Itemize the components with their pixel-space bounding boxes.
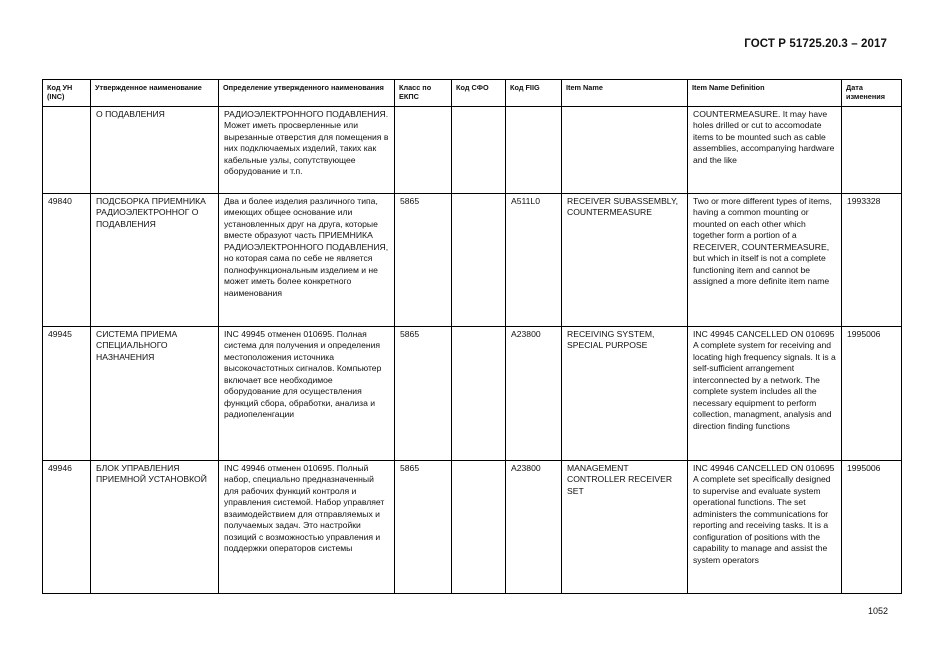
cell-sfo [452,461,506,594]
cell-definition: Два и более изделия различного типа, имеющих общее основание или установленных друг на друга, которые вместе образуют часть ПРИЕМНИКА РАДИОЭЛЕКТРОННОГО ПОДАВЛЕНИЯ, но которая сама по себе не является полнофункциональным изделием и не может иметь более конкретного наименования [219,194,395,327]
cell-definition: INC 49945 отменен 010695. Полная система для получения и определения местоположения источника высокочастотных сигналов. Компьютер включает все необходимое оборудование для осуществления функций сбора, обработки, анализа и радиопеленгации [219,327,395,461]
cell-inc: 49840 [43,194,91,327]
cell-fiig: A511L0 [506,194,562,327]
cell-approved-name: СИСТЕМА ПРИЕМА СПЕЦИАЛЬНОГО НАЗНАЧЕНИЯ [91,327,219,461]
col-header-class: Класс по ЕКПС [395,80,452,107]
cell-item-name-definition: COUNTERMEASURE. It may have holes drilled or cut to accomodate items to be mounted such as cable assemblies, accompanying hardware and the like [688,107,842,194]
col-header-item-name-definition: Item Name Definition [688,80,842,107]
cell-sfo [452,107,506,194]
cell-definition: INC 49946 отменен 010695. Полный набор, специально предназначенный для рабочих функций контроля и управления системой. Набор управляет взаимодействием для отправляемых и получаемых задач. Это настройки позиций с возможностью управления и поддержки операторов системы [219,461,395,594]
col-header-definition: Определение утвержденного наименования [219,80,395,107]
cell-fiig [506,107,562,194]
table-row [43,327,902,461]
cell-item-name: RECEIVING SYSTEM, SPECIAL PURPOSE [562,327,688,461]
cell-item-name-definition: INC 49946 CANCELLED ON 010695 A complete set specifically designed to supervise and evaluate system operational functions. The set administers the communications for reporting and receiving tasks. It is a configuration of positions with the capability to manage and assist the system operators [688,461,842,594]
cell-item-name: RECEIVER SUBASSEMBLY, COUNTERMEASURE [562,194,688,327]
cell-inc: 49945 [43,327,91,461]
col-header-item-name: Item Name [562,80,688,107]
document-header: ГОСТ Р 51725.20.3 – 2017 [744,38,887,50]
cell-inc: 49946 [43,461,91,594]
cell-definition: РАДИОЭЛЕКТРОННОГО ПОДАВЛЕНИЯ. Может иметь просверленные или вырезанные отверстия для помещения в них подключаемых изделий, таких как кабельные узлы, сопутствующее оборудование и т.п. [219,107,395,194]
cell-inc [43,107,91,194]
cell-fiig: A23800 [506,327,562,461]
cell-item-name-definition: Two or more different types of items, having a common mounting or mounted on each other which together form a portion of a RECEIVER, COUNTERMEASURE, but which in itself is not a complete functioning item and cannot be assigned a more definite item name [688,194,842,327]
cell-date: 1995006 [842,461,902,594]
col-header-inc: Код УН (INC) [43,80,91,107]
cell-class [395,107,452,194]
cell-date: 1993328 [842,194,902,327]
col-header-fiig: Код FIIG [506,80,562,107]
table-header-row [43,80,902,107]
cell-class: 5865 [395,461,452,594]
table-row [43,107,902,194]
page-number: 1052 [867,606,888,616]
cell-item-name: MANAGEMENT CONTROLLER RECEIVER SET [562,461,688,594]
table-row [43,461,902,594]
cell-class: 5865 [395,327,452,461]
cell-sfo [452,327,506,461]
cell-date [842,107,902,194]
col-header-approved-name: Утвержденное наименование [91,80,219,107]
cell-sfo [452,194,506,327]
cell-approved-name: О ПОДАВЛЕНИЯ [91,107,219,194]
cell-approved-name: БЛОК УПРАВЛЕНИЯ ПРИЕМНОЙ УСТАНОВКОЙ [91,461,219,594]
cell-class: 5865 [395,194,452,327]
cell-date: 1995006 [842,327,902,461]
col-header-date: Дата изменения [842,80,902,107]
cell-item-name-definition: INC 49945 CANCELLED ON 010695 A complete system for receiving and locating high frequency signals. It is a self-sufficient arrangement interconnected by a network. The complete system includes all the necessary equipment to perform collection, managment, analysis and direction finding functions [688,327,842,461]
col-header-sfo: Код СФО [452,80,506,107]
item-names-table [42,79,902,594]
table-row [43,194,902,327]
cell-approved-name: ПОДСБОРКА ПРИЕМНИКА РАДИОЭЛЕКТРОННОГ О ПОДАВЛЕНИЯ [91,194,219,327]
cell-item-name [562,107,688,194]
cell-fiig: A23800 [506,461,562,594]
